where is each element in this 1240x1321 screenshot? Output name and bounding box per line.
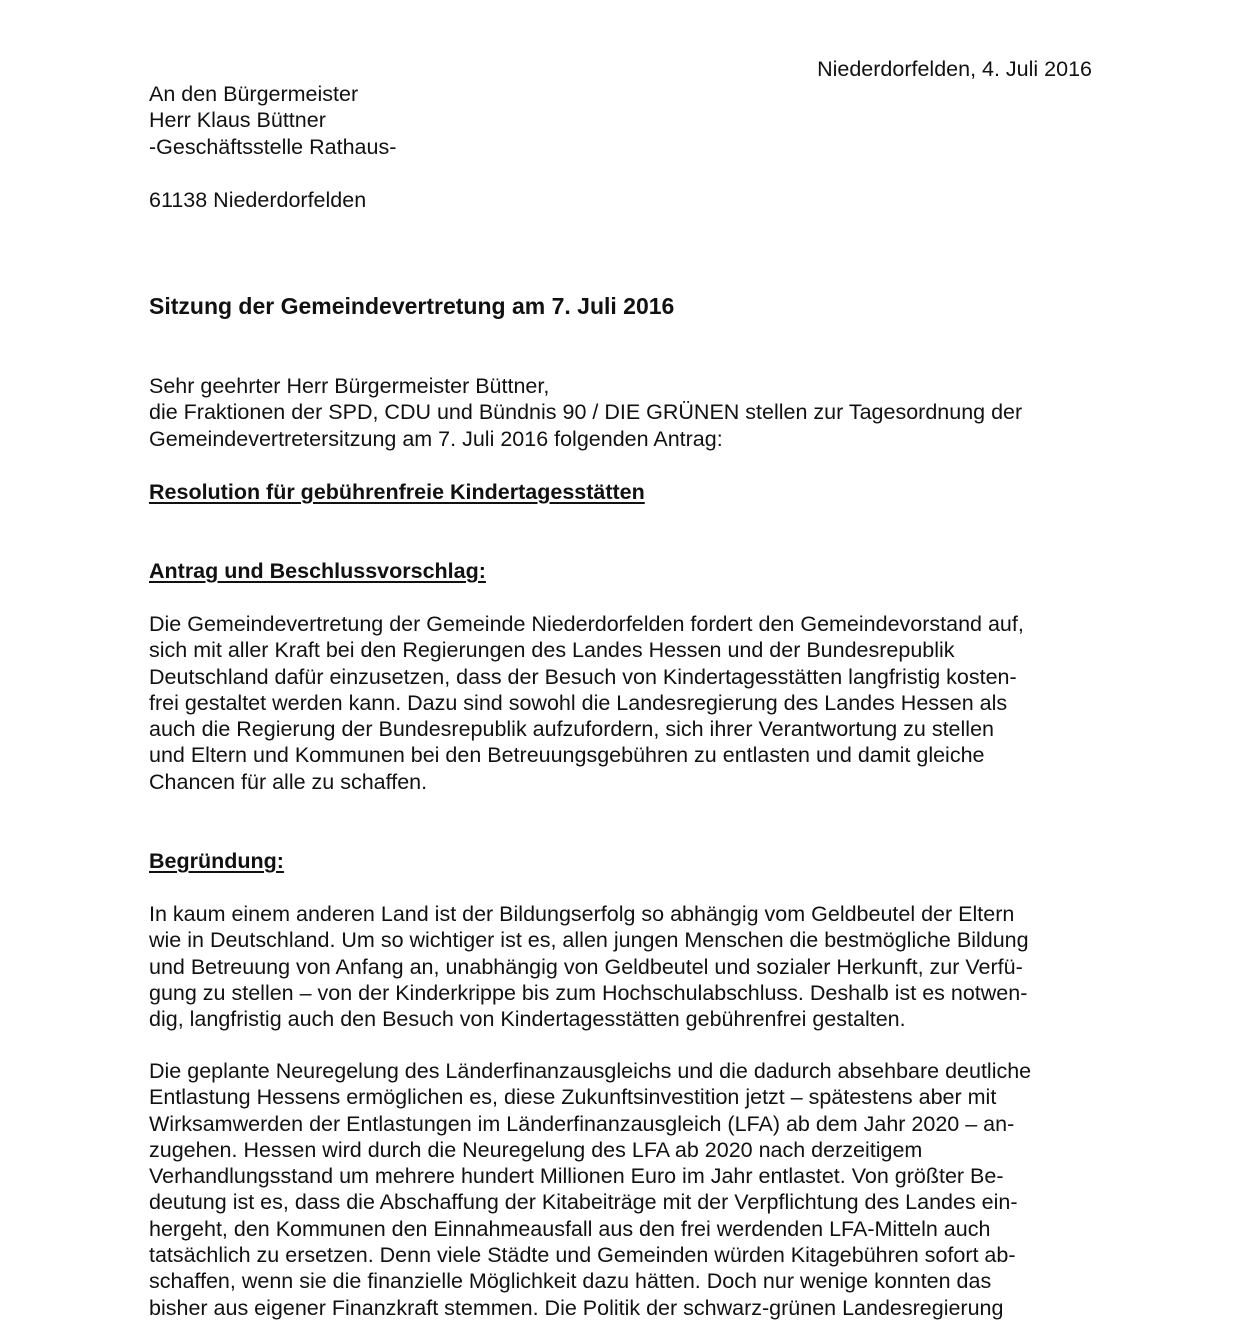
begruendung-heading: Begründung:	[149, 849, 284, 873]
intro-line: Sehr geehrter Herr Bürgermeister Büttner,	[149, 374, 550, 398]
begruendung-line: Entlastung Hessens ermöglichen es, diese Zukunftsinvestition jetzt – spätestens aber mit	[149, 1085, 997, 1110]
recipient-line: Herr Klaus Büttner	[149, 108, 326, 133]
place-date: Niederdorfelden, 4. Juli 2016	[817, 57, 1092, 81]
recipient-line: An den Bürgermeister	[149, 82, 359, 106]
begruendung-paragraph-2	[149, 1058, 1031, 1321]
letter-subject: Sitzung der Gemeindevertretung am 7. Juli 2016	[149, 293, 675, 319]
begruendung-line: Die geplante Neuregelung des Länderfinanzausgleichs und die dadurch absehbare deutliche	[149, 1059, 1032, 1083]
begruendung-line: hergeht, den Kommunen den Einnahmeausfall aus den frei werdenden LFA-Mitteln auch	[149, 1216, 991, 1241]
begruendung-line: Wirksamwerden der Entlastungen im Länderfinanzausgleich (LFA) ab dem Jahr 2020 – an-	[149, 1111, 1015, 1136]
begruendung-line: deutung ist es, dass die Abschaffung der Kitabeiträge mit der Verpflichtung des Landes ein-	[149, 1190, 1018, 1215]
begruendung-line: tatsächlich zu ersetzen. Denn viele Städte und Gemeinden würden Kitagebühren sofort ab-	[149, 1243, 1016, 1268]
begruendung-line: In kaum einem anderen Land ist der Bildungserfolg so abhängig vom Geldbeutel der Eltern	[149, 902, 1015, 926]
begruendung-line: dig, langfristig auch den Besuch von Kindertagesstätten gebührenfrei gestalten.	[149, 1007, 906, 1032]
begruendung-line: und Betreuung von Anfang an, unabhängig von Geldbeutel und sozialer Herkunft, zur Verfü-	[149, 954, 1023, 979]
intro-line: Gemeindevertretersitzung am 7. Juli 2016 folgenden Antrag:	[149, 426, 723, 451]
antrag-line: und Eltern und Kommunen bei den Betreuungsgebühren zu entlasten und damit gleiche	[149, 743, 985, 768]
begruendung-line: wie in Deutschland. Um so wichtiger ist es, allen jungen Menschen die bestmögliche Bildung	[149, 928, 1029, 953]
antrag-heading: Antrag und Beschlussvorschlag:	[149, 559, 486, 583]
begruendung-paragraph-1	[149, 901, 1029, 1032]
resolution-title: Resolution für gebührenfreie Kindertagesstätten	[149, 480, 645, 504]
recipient-address	[149, 81, 396, 160]
begruendung-line: gung zu stellen – von der Kinderkrippe bis zum Hochschulabschluss. Deshalb ist es notwen-	[149, 980, 1028, 1005]
begruendung-line: zugehen. Hessen wird durch die Neuregelung des LFA ab 2020 nach derzeitigem	[149, 1137, 923, 1162]
recipient-line: -Geschäftsstelle Rathaus-	[149, 134, 397, 159]
begruendung-line: Verhandlungsstand um mehrere hundert Millionen Euro im Jahr entlastet. Von größter Be-	[149, 1164, 1004, 1189]
antrag-line: auch die Regierung der Bundesrepublik aufzufordern, sich ihrer Verantwortung zu stellen	[149, 717, 994, 742]
postal-line: 61138 Niederdorfelden	[149, 188, 367, 212]
antrag-line: Die Gemeindevertretung der Gemeinde Niederdorfelden fordert den Gemeindevorstand auf,	[149, 612, 1024, 636]
intro-paragraph	[149, 373, 1022, 452]
intro-line: die Fraktionen der SPD, CDU und Bündnis 90 / DIE GRÜNEN stellen zur Tagesordnung der	[149, 400, 1023, 425]
begruendung-line: schaffen, wenn sie die finanzielle Möglichkeit dazu hätten. Doch nur wenige konnten das	[149, 1269, 992, 1294]
antrag-line: frei gestaltet werden kann. Dazu sind sowohl die Landesregierung des Landes Hessen als	[149, 690, 1008, 715]
begruendung-line: bisher aus eigener Finanzkraft stemmen. Die Politik der schwarz-grünen Landesregierung	[149, 1295, 1004, 1320]
antrag-line: Chancen für alle zu schaffen.	[149, 769, 428, 794]
antrag-body	[149, 611, 1024, 795]
antrag-line: sich mit aller Kraft bei den Regierungen des Landes Hessen und der Bundesrepublik	[149, 638, 955, 663]
antrag-line: Deutschland dafür einzusetzen, dass der Besuch von Kindertagesstätten langfristig kosten-	[149, 664, 1017, 689]
